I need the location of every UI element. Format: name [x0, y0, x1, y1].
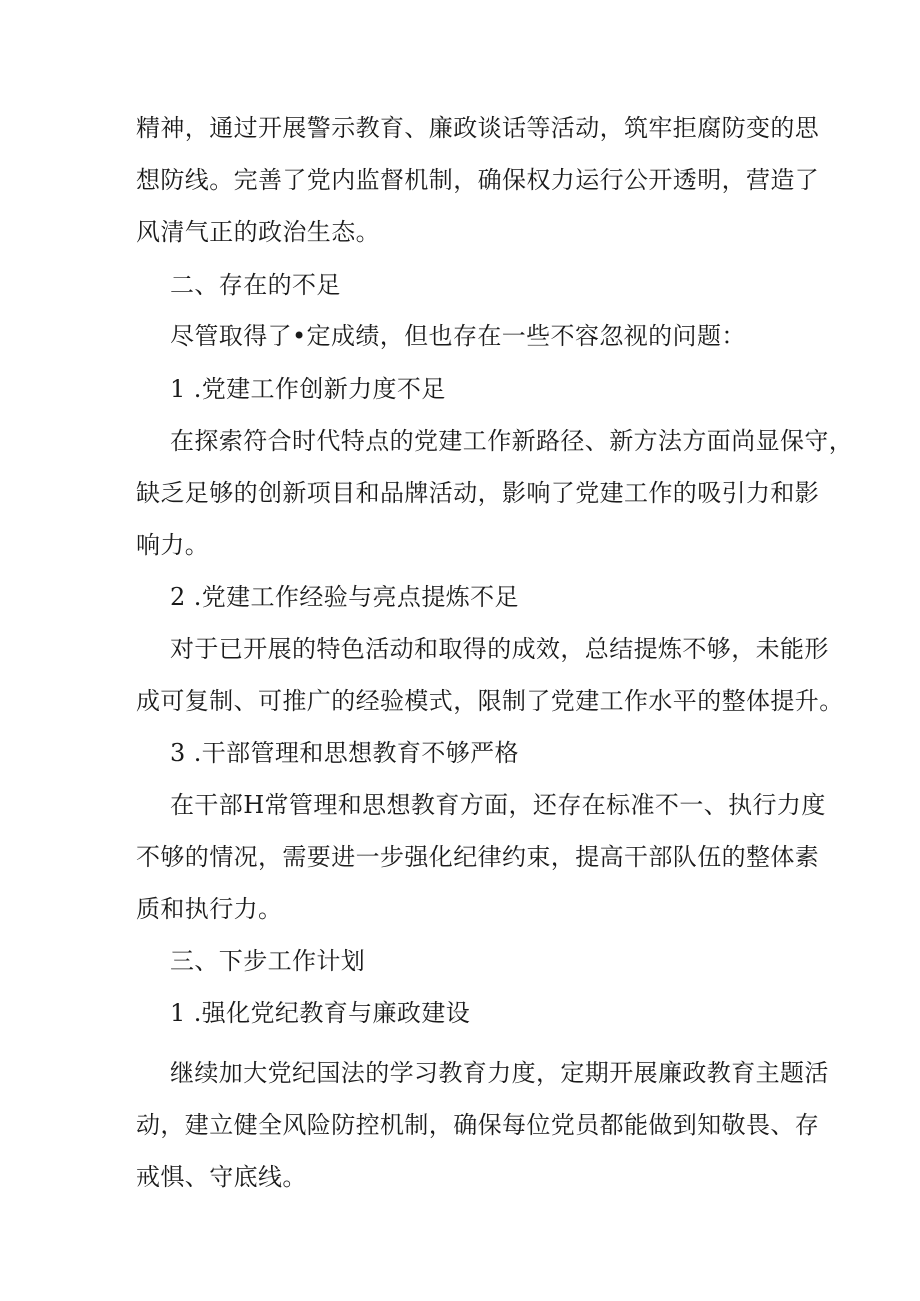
paragraph-line: 响力。 [136, 531, 210, 559]
subheading-3: 3 .干部管理和思想教育不够严格 [170, 739, 519, 767]
paragraph-line: 精神，通过开展警示教育、廉政谈话等活动，筑牢拒腐防变的思 [136, 114, 820, 142]
subheading-1: 1 .党建工作创新力度不足 [170, 375, 446, 403]
paragraph-line: 成可复制、可推广的经验模式，限制了党建工作水平的整体提升。 [136, 687, 844, 715]
paragraph-line: 缺乏足够的创新项目和品牌活动，影响了党建工作的吸引力和影 [136, 479, 820, 507]
section-heading-plan: 三、下步工作计划 [170, 947, 366, 975]
paragraph-line: 戒惧、守底线。 [136, 1163, 307, 1191]
paragraph-line: 尽管取得了•定成绩，但也存在一些不容忽视的问题： [170, 322, 746, 350]
paragraph-line: 想防线。完善了党内监督机制，确保权力运行公开透明，营造了 [136, 166, 820, 194]
subheading-plan-1: 1 .强化党纪教育与廉政建设 [170, 999, 471, 1027]
section-heading-shortcomings: 二、存在的不足 [170, 271, 341, 299]
paragraph-line: 在干部H常管理和思想教育方面，还存在标准不一、执行力度 [170, 791, 826, 819]
paragraph-line: 对于已开展的特色活动和取得的成效，总结提炼不够，未能形 [170, 635, 829, 663]
paragraph-line: 动，建立健全风险防控机制，确保每位党员都能做到知敬畏、存 [136, 1111, 820, 1139]
subheading-2: 2 .党建工作经验与亮点提炼不足 [170, 583, 519, 611]
paragraph-line: 在探索符合时代特点的党建工作新路径、新方法方面尚显保守， [170, 427, 854, 455]
paragraph-line: 风清气正的政治生态。 [136, 218, 380, 246]
paragraph-line: 继续加大党纪国法的学习教育力度，定期开展廉政教育主题活 [170, 1059, 829, 1087]
paragraph-line: 质和执行力。 [136, 895, 283, 923]
paragraph-line: 不够的情况，需要进一步强化纪律约束，提高干部队伍的整体素 [136, 843, 820, 871]
